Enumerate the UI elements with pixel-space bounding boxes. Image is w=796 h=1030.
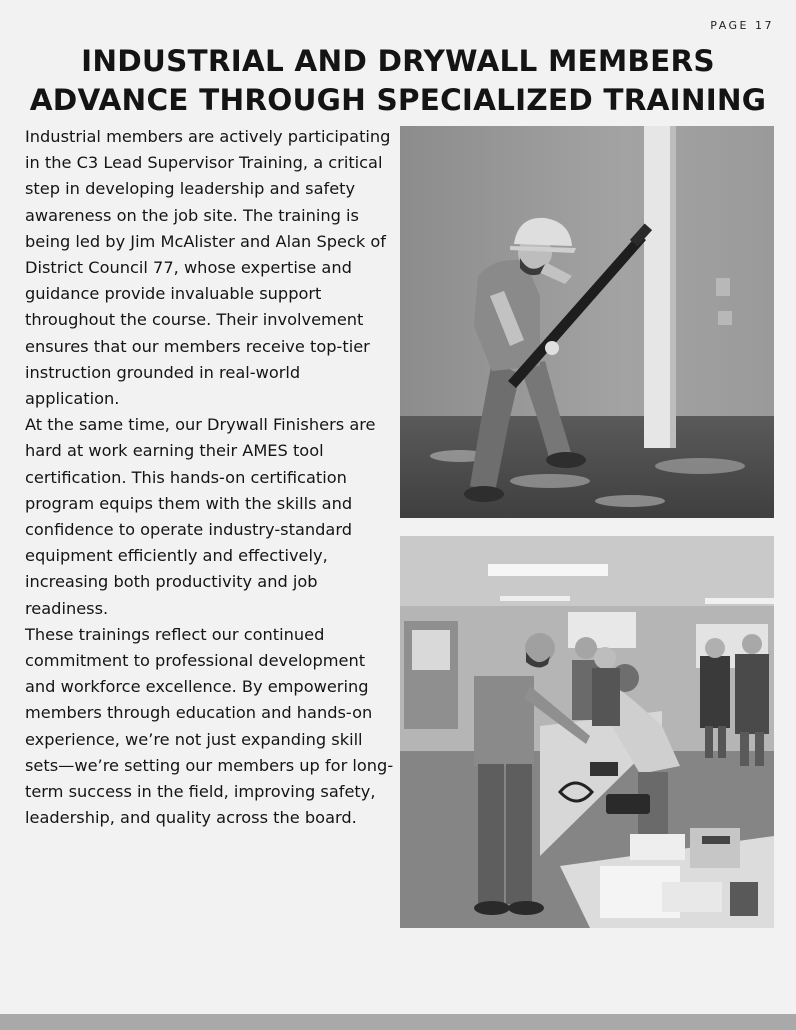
training-classroom-illustration	[400, 536, 774, 928]
photo-training-classroom	[400, 536, 774, 928]
article-title-line-1: INDUSTRIAL AND DRYWALL MEMBERS	[81, 44, 715, 78]
photo-drywall-finisher	[400, 126, 774, 518]
drywall-finisher-illustration	[400, 126, 774, 518]
footer-bar	[0, 1014, 796, 1030]
paragraph-c3-training: Industrial members are actively participating in the C3 Lead Supervisor Training, a critical step in developing leadership and safety awareness on the job site. The training is being led by Jim McAlister and Alan Speck of District Council 77, whose expertise and guidance provide invaluable support throughout the course. Their involvement ensures that our members receive top-tier instruction grounded in real-world application.	[25, 127, 391, 409]
article-title	[0, 42, 796, 120]
page-number: PAGE 17	[710, 19, 774, 32]
paragraph-conclusion: These trainings reflect our continued commitment to professional development and workforce excellence. By empowering members through education and hands-on experience, we’re not just expanding skill sets—we’re setting our members up for long-term success in the field, improving safety, leadership, and quality across the board.	[25, 624, 394, 828]
article-title-line-2: ADVANCE THROUGH SPECIALIZED TRAINING	[29, 83, 767, 117]
paragraph-ames-certification: At the same time, our Drywall Finishers are hard at work earning their AMES tool certification. This hands-on certification program equips them with the skills and confidence to operate industry-standard equipment efficiently and effectively, increasing both productivity and job readiness.	[25, 415, 376, 618]
article-body	[25, 124, 397, 831]
